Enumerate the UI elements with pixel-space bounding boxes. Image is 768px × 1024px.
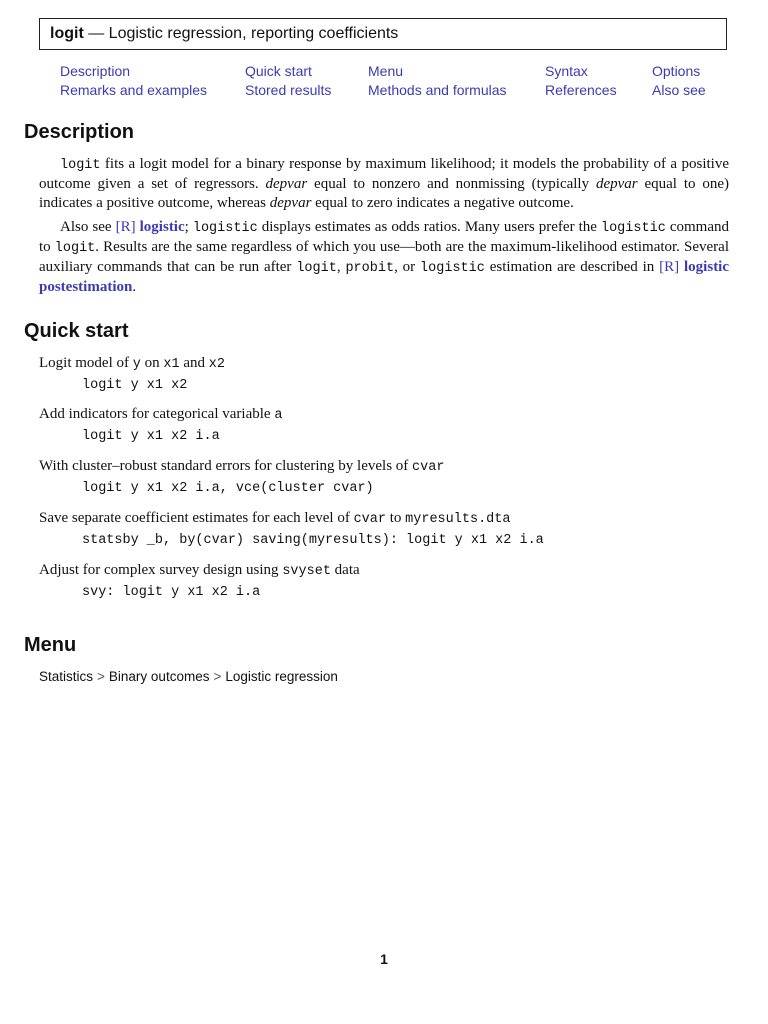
ref-tag: [R] xyxy=(115,219,136,235)
nav-link-options[interactable]: Options xyxy=(652,63,701,79)
code-term: cvar xyxy=(412,460,445,475)
nav-link-quick-start[interactable]: Quick start xyxy=(245,63,312,79)
cmd-logistic: logistic xyxy=(420,261,485,276)
description-paragraph-1 xyxy=(39,155,729,213)
nav-link-methods[interactable]: Methods and formulas xyxy=(368,82,507,98)
quick-start-code: logit y x1 x2 i.a, vce(cluster cvar) xyxy=(82,481,374,496)
ref-name: logistic xyxy=(139,219,185,235)
command-name: logit xyxy=(50,25,84,42)
depvar-term: depvar xyxy=(269,195,312,211)
cmd-probit: probit xyxy=(345,261,395,276)
text-run: . Results are the same regardless of which you use—both are the maximum-likelihood estimator. Several auxiliary commands that can be run after xyxy=(39,239,729,275)
text-run: Also see xyxy=(60,219,116,235)
text-run: displays estimates as odds ratios. Many users prefer the xyxy=(257,219,601,235)
nav-link-menu[interactable]: Menu xyxy=(368,63,404,79)
cmd-logistic: logistic xyxy=(192,221,258,236)
text-run: equal to zero indicates a negative outcome. xyxy=(311,195,574,211)
menu-path xyxy=(39,669,338,684)
description-paragraph-2 xyxy=(39,218,729,297)
page-number: 1 xyxy=(380,951,388,967)
quick-start-code: svy: logit y x1 x2 i.a xyxy=(82,585,261,600)
cmd-logit: logit xyxy=(54,241,96,256)
text-run: equal to nonzero and nonmissing (typically xyxy=(307,176,596,192)
code-term: myresults.dta xyxy=(405,512,511,527)
quick-start-item-text xyxy=(39,406,282,423)
title-subtitle: Logistic regression, reporting coefficients xyxy=(108,25,399,42)
text-run: ; xyxy=(184,219,193,235)
menu-path-item: Logistic regression xyxy=(225,669,338,684)
ref-name: logistic postestimation xyxy=(39,259,730,295)
menu-path-separator: > xyxy=(97,669,105,684)
nav-link-remarks[interactable]: Remarks and examples xyxy=(60,82,208,98)
text-run: , or xyxy=(394,259,421,275)
text-run: fits a logit model for a binary response by maximum likelihood; it models the probability of a positive outcome given a set of regressors. xyxy=(39,156,729,192)
text-run: , xyxy=(336,259,346,275)
menu-path-item: Binary outcomes xyxy=(108,669,210,684)
menu-path-separator: > xyxy=(213,669,222,684)
text-run: command to xyxy=(39,219,729,255)
ref-tag: [R] xyxy=(659,259,680,275)
depvar-term: depvar xyxy=(595,176,638,192)
quick-start-item-text xyxy=(39,510,510,527)
text-run: . xyxy=(132,279,137,295)
menu-path-item: Statistics xyxy=(39,669,94,684)
quick-start-code: logit y x1 x2 xyxy=(82,378,188,393)
cmd-logistic: logistic xyxy=(600,221,666,236)
code-term: svyset xyxy=(282,564,331,579)
quick-start-item-text xyxy=(39,355,225,372)
text-run: estimation are described in xyxy=(484,259,660,275)
nav-link-references[interactable]: References xyxy=(545,82,617,98)
code-term: y xyxy=(132,357,141,372)
text-run: to xyxy=(385,510,406,526)
text-run: Add indicators for categorical variable xyxy=(39,406,275,422)
nav-link-syntax[interactable]: Syntax xyxy=(545,63,588,79)
text-run: Save separate coefficient estimates for each level of xyxy=(39,510,354,526)
menu-heading: Menu xyxy=(24,634,77,656)
nav-link-description[interactable]: Description xyxy=(60,63,131,79)
title-dash: — xyxy=(88,25,105,42)
nav-link-also-see[interactable]: Also see xyxy=(652,82,706,98)
text-run: data xyxy=(330,562,360,578)
quick-start-code: statsby _b, by(cvar) saving(myresults): logit y x1 x2 i.a xyxy=(82,533,544,548)
code-term: x2 xyxy=(208,357,225,372)
text-run: Adjust for complex survey design using xyxy=(39,562,283,578)
link-r-logistic[interactable] xyxy=(116,219,185,235)
quick-start-item-text xyxy=(39,458,444,475)
quick-start-heading: Quick start xyxy=(24,320,129,342)
text-run: and xyxy=(179,355,209,371)
description-heading: Description xyxy=(24,121,135,143)
code-term: cvar xyxy=(353,512,386,527)
cmd-logit: logit xyxy=(60,158,101,173)
quick-start-code: logit y x1 x2 i.a xyxy=(82,429,220,444)
text-run: Logit model of xyxy=(39,355,133,371)
quick-start-item-text xyxy=(39,562,360,579)
code-term: x1 xyxy=(163,357,180,372)
text-run: With cluster–robust standard errors for clustering by levels of xyxy=(39,458,413,474)
code-term: a xyxy=(274,408,283,423)
depvar-term: depvar xyxy=(265,176,308,192)
cmd-logit: logit xyxy=(296,261,337,276)
page-title-box xyxy=(39,18,727,50)
text-run: equal to one) indicates a positive outcome, whereas xyxy=(39,176,730,211)
text-run: on xyxy=(140,355,164,371)
nav-link-stored-results[interactable]: Stored results xyxy=(245,82,332,98)
